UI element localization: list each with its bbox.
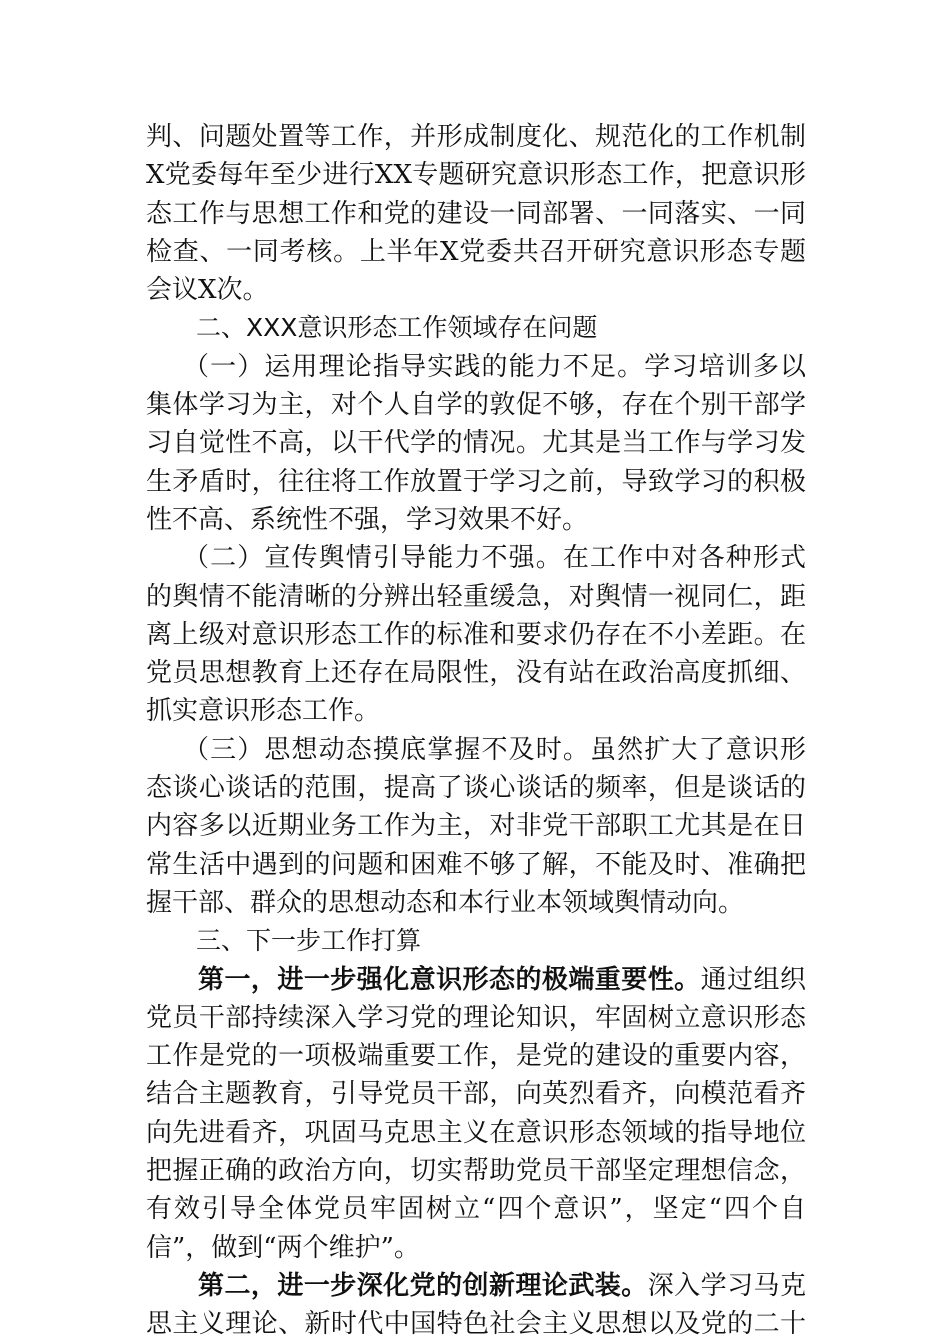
text-line: 判、问题处置等工作，并形成制度化、规范化的工作机制: [146, 122, 806, 152]
text-line: 的舆情不能清晰的分辨出轻重缓急，对舆情一视同仁，距: [146, 581, 806, 612]
text-line: 党员思想教育上还存在局限性，没有站在政治高度抓细、: [146, 658, 806, 689]
paragraph-problem-3: [146, 731, 806, 922]
text-line: 生矛盾时，往往将工作放置于学习之前，导致学习的积极: [146, 466, 806, 497]
text-run: 在工作中对各种形式: [562, 543, 806, 574]
paragraph-problem-2: [146, 539, 806, 730]
paragraph-step-1: [146, 961, 806, 1267]
text-line: [146, 348, 806, 386]
document-body: [146, 118, 806, 1344]
text-line: 检查、一同考核。上半年X党委共召开研究意识形态专题: [146, 236, 806, 267]
text-line: 会议X次。: [146, 275, 269, 306]
text-line: [146, 539, 806, 577]
text-line: 态谈心谈话的范围，提高了谈心谈话的频率，但是谈话的: [146, 773, 806, 804]
text-line: 党员干部持续深入学习党的理论知识，牢固树立意识形态: [146, 1002, 806, 1033]
paragraph-problem-1: [146, 348, 806, 539]
text-line: 内容多以近期业务工作为主，对非党干部职工尤其是在日: [146, 811, 806, 842]
text-line: 有效引导全体党员牢固树立“四个意识”，坚定“四个自: [146, 1194, 806, 1225]
paragraph-step-2: [146, 1267, 806, 1344]
section-heading-next-steps: 三、下一步工作打算: [196, 926, 422, 956]
text-line: 习自觉性不高，以干代学的情况。尤其是当工作与学习发: [146, 428, 806, 459]
text-run: 虽然扩大了意识形: [590, 734, 806, 765]
text-line: 结合主题教育，引导党员干部，向英烈看齐，向模范看齐: [146, 1079, 806, 1110]
text-line: 思主义理论、新时代中国特色社会主义思想以及党的二十: [146, 1309, 806, 1340]
text-line: 性不高、系统性不强，学习效果不好。: [146, 504, 589, 535]
paragraph-lead: （三）思想动态摸底掌握不及时。: [183, 734, 591, 765]
text-line: 态工作与思想工作和党的建设一同部署、一同落实、一同: [146, 198, 806, 229]
text-run: 学习培训多以: [644, 351, 806, 382]
text-line: 把握正确的政治方向，切实帮助党员干部坚定理想信念，: [146, 1156, 806, 1187]
text-line: 工作是党的一项极端重要工作，是党的建设的重要内容，: [146, 1041, 806, 1072]
text-line: 信”，做到“两个维护”。: [146, 1232, 420, 1263]
text-line: 常生活中遇到的问题和困难不够了解，不能及时、准确把: [146, 849, 806, 880]
paragraph-lead: （二）宣传舆情引导能力不强。: [183, 543, 563, 574]
text-line: [146, 731, 806, 769]
paragraph-lead: 第二，进一步深化党的创新理论武装。: [198, 1270, 648, 1301]
text-line: [146, 961, 806, 999]
paragraph-lead: （一）运用理论指导实践的能力不足。: [183, 351, 645, 382]
text-line: X党委每年至少进行XX专题研究意识形态工作，把意识形: [146, 160, 806, 191]
text-run: 通过组织: [700, 964, 806, 995]
text-run: 深入学习马克: [647, 1270, 806, 1301]
paragraph-lead: 第一，进一步强化意识形态的极端重要性。: [198, 964, 701, 995]
text-line: 抓实意识形态工作。: [146, 696, 381, 727]
text-line: 握干部、群众的思想动态和本行业本领域舆情动向。: [146, 887, 745, 918]
text-line: 集体学习为主，对个人自学的敦促不够，存在个别干部学: [146, 390, 806, 421]
text-line: 向先进看齐，巩固马克思主义在意识形态领域的指导地位: [146, 1117, 806, 1148]
text-line: 离上级对意识形态工作的标准和要求仍存在不小差距。在: [146, 619, 806, 650]
paragraph-intro: [146, 118, 806, 309]
section-heading-problems: 二、XXX意识形态工作领域存在问题: [196, 313, 598, 343]
text-line: [146, 1267, 806, 1305]
